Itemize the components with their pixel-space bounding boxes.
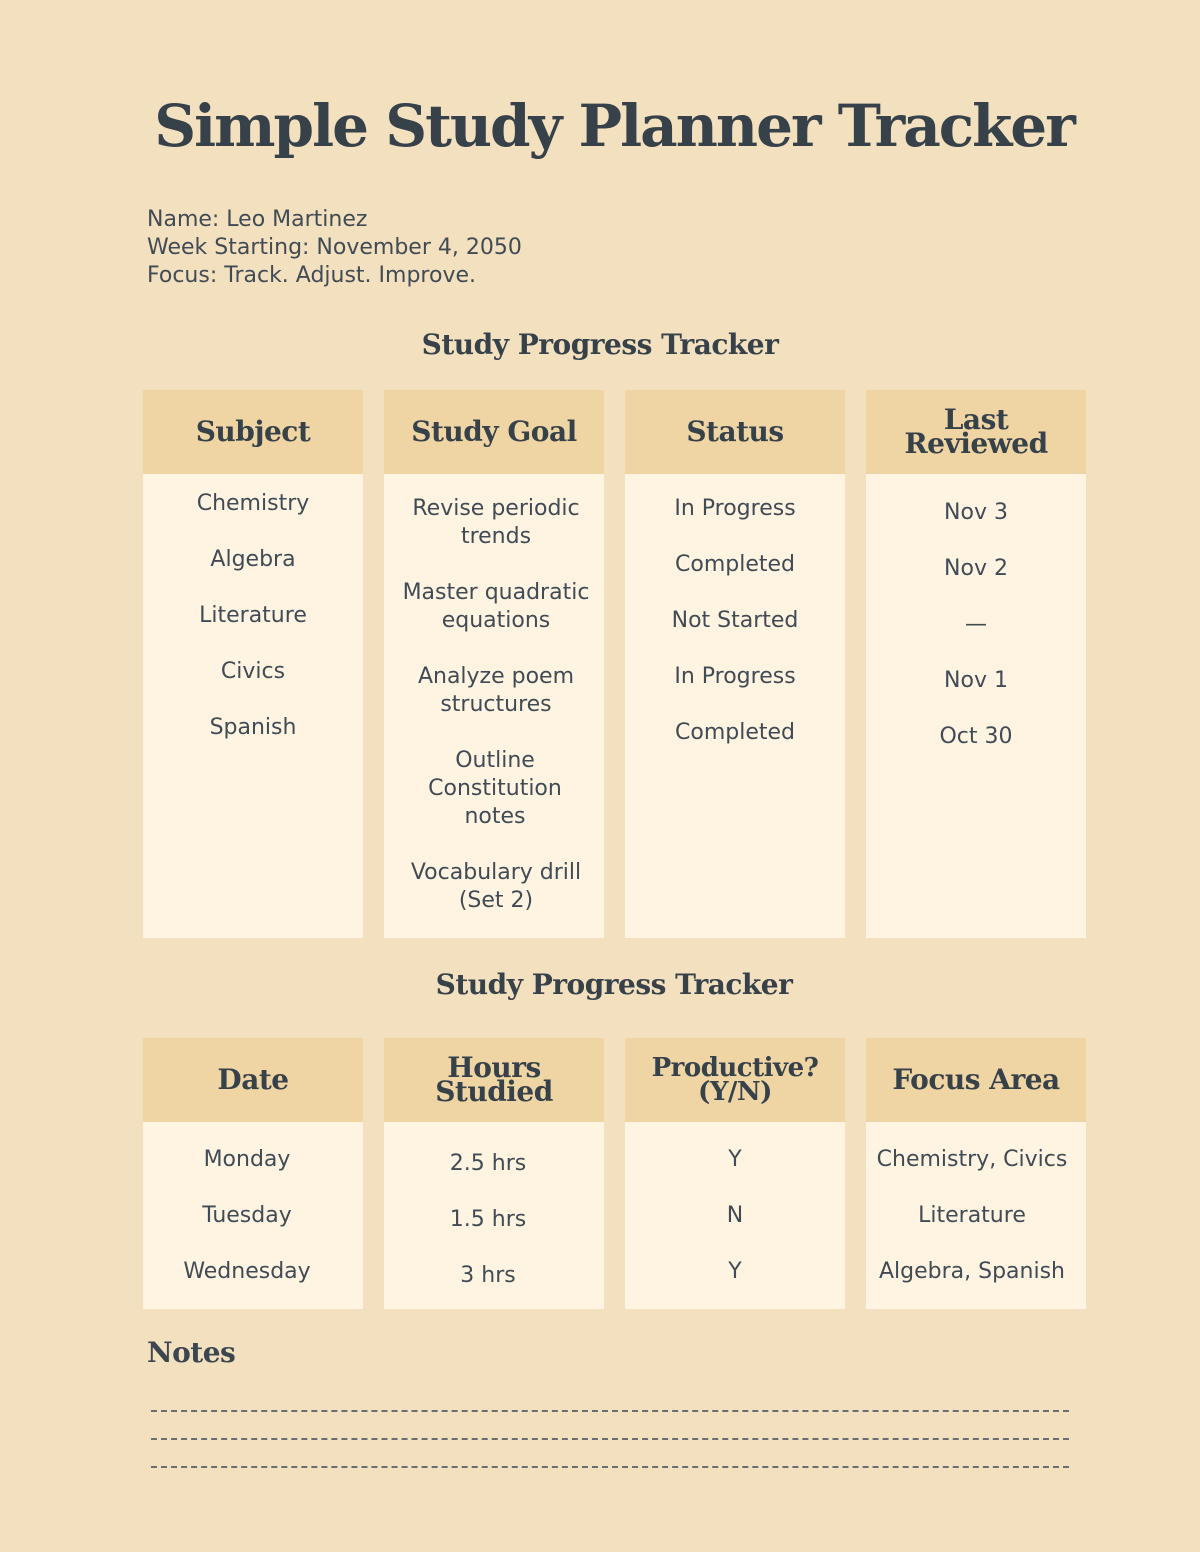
tracker2-title: Study Progress Tracker [435, 968, 793, 1001]
status-header: Status [625, 390, 845, 474]
last-reviewed-cell: Nov 1 [944, 668, 1008, 693]
date-column [143, 1038, 363, 1309]
last-reviewed-cell: — [965, 612, 987, 637]
date-cell: Wednesday [183, 1259, 311, 1284]
last-reviewed-column [866, 390, 1086, 938]
subject-cell: Algebra [210, 547, 296, 572]
productive-header: Productive? (Y/N) [625, 1038, 845, 1122]
subject-header: Subject [143, 390, 363, 474]
last-reviewed-header: Last Reviewed [866, 390, 1086, 474]
date-header: Date [143, 1038, 363, 1122]
study-goal-header: Study Goal [384, 390, 604, 474]
study-goal-cell: Vocabulary drill (Set 2) [410, 860, 582, 913]
status-column [625, 390, 845, 938]
hours-cell: 2.5 hrs [449, 1151, 527, 1176]
productive-cell: N [726, 1203, 744, 1228]
study-goal-cell: Outline Constitution notes [428, 748, 562, 829]
info-name: Name: Leo Martinez [147, 207, 368, 232]
productive-column [625, 1038, 845, 1309]
last-reviewed-cell: Nov 2 [944, 556, 1008, 581]
note-line[interactable] [151, 1438, 1069, 1440]
subject-cell: Civics [220, 659, 286, 684]
hours-cell: 1.5 hrs [449, 1207, 527, 1232]
info-block [147, 206, 522, 290]
last-reviewed-cell: Oct 30 [939, 724, 1013, 749]
subject-cell: Spanish [209, 715, 297, 740]
productive-cell: Y [728, 1259, 742, 1284]
subject-cell: Chemistry [196, 491, 310, 516]
page-title: Simple Study Planner Tracker [154, 92, 1074, 160]
note-line[interactable] [151, 1410, 1069, 1412]
study-goal-column [384, 390, 604, 938]
info-week: Week Starting: November 4, 2050 [147, 235, 522, 260]
study-goal-cell: Analyze poem structures [417, 664, 575, 717]
focus-area-cell: Chemistry, Civics [876, 1147, 1068, 1172]
notes-title: Notes [147, 1336, 236, 1369]
info-focus: Focus: Track. Adjust. Improve. [147, 263, 477, 288]
hours-header: Hours Studied [384, 1038, 604, 1122]
study-goal-cell: Revise periodic trends [412, 496, 580, 549]
date-cell: Tuesday [202, 1203, 292, 1228]
subject-cell: Literature [199, 603, 307, 628]
hours-column [384, 1038, 604, 1309]
focus-area-cell: Literature [918, 1203, 1026, 1228]
note-line[interactable] [151, 1466, 1069, 1468]
tracker1-title: Study Progress Tracker [421, 328, 779, 361]
last-reviewed-cell: Nov 3 [944, 500, 1008, 525]
status-cell: Not Started [671, 608, 799, 633]
date-cell: Monday [203, 1147, 291, 1172]
subject-column [143, 390, 363, 938]
status-cell: Completed [675, 720, 795, 745]
status-cell: Completed [675, 552, 795, 577]
focus-area-column [866, 1038, 1086, 1309]
study-goal-cell: Master quadratic equations [402, 580, 590, 633]
status-cell: In Progress [674, 664, 796, 689]
focus-area-header: Focus Area [866, 1038, 1086, 1122]
hours-cell: 3 hrs [460, 1263, 516, 1288]
status-cell: In Progress [674, 496, 796, 521]
focus-area-cell: Algebra, Spanish [878, 1259, 1065, 1284]
productive-cell: Y [728, 1147, 742, 1172]
